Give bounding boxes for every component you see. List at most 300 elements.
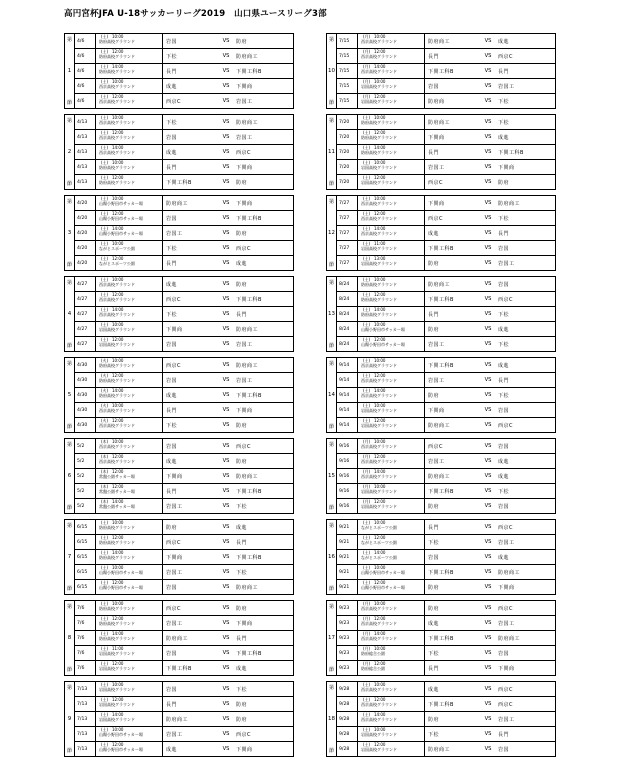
away-team: 岩国工 (236, 341, 253, 348)
match-info (96, 646, 163, 660)
vs-label: VS (222, 98, 230, 104)
vs-label: VS (222, 296, 230, 302)
home-team: 下関商 (166, 473, 183, 480)
match-venue: 防府高校グラウンド (99, 38, 135, 44)
match-time: 14:00 (373, 712, 386, 717)
home-team: 下関工科B (428, 569, 454, 576)
match-venue: 防府高校グラウンド (361, 296, 397, 302)
match-venue: 岩国高校グラウンド (361, 488, 397, 494)
away-team: 防府 (236, 230, 248, 237)
section-number: 10 (328, 68, 335, 74)
match-time: 10:00 (111, 565, 124, 570)
vs-label: VS (222, 458, 230, 464)
match-date: 9/21 (337, 520, 358, 534)
match-date: 4/13 (75, 115, 96, 129)
match-venue: 岩国高校グラウンド (99, 326, 135, 332)
match-time: 10:00 (373, 403, 386, 408)
match-info (96, 292, 163, 306)
match-date: 9/23 (337, 631, 358, 645)
match-day: (月) (363, 646, 371, 651)
away-team: 下関商 (236, 164, 253, 171)
match-info (96, 277, 163, 291)
match-venue: 岩国高校グラウンド (361, 260, 397, 266)
home-team: 防府 (428, 260, 440, 267)
match-time: 12:00 (111, 484, 124, 489)
match-venue: 西京高校グラウンド (99, 407, 135, 413)
match-row (75, 601, 293, 616)
match-day: (土) (101, 49, 109, 54)
match-row (75, 616, 293, 631)
match-info (96, 418, 163, 432)
away-team: 西京C (236, 731, 251, 738)
match-info (358, 727, 425, 741)
match-row (75, 697, 293, 712)
home-team: 防府 (428, 392, 440, 399)
away-team: 成進 (498, 554, 510, 561)
match-row (337, 535, 555, 550)
vs-label: VS (484, 281, 492, 287)
match-venue: 防府高校グラウンド (361, 119, 397, 125)
away-team: 長門 (236, 635, 248, 642)
vs-label: VS (484, 38, 492, 44)
match-row (75, 682, 293, 697)
match-date: 7/20 (337, 130, 358, 144)
match-row (75, 403, 293, 418)
match-row (75, 226, 293, 241)
section-block (326, 195, 556, 271)
section-number-cell (327, 277, 337, 351)
match-day: (土) (101, 520, 109, 525)
match-row (337, 616, 555, 631)
match-day: (土) (101, 226, 109, 231)
section-suffix: 節 (328, 586, 334, 592)
match-venue: 西京高校グラウンド (361, 716, 397, 722)
match-time: 12:00 (373, 418, 386, 423)
match-date: 9/14 (337, 358, 358, 372)
match-info (96, 499, 163, 513)
section-prefix: 第 (66, 361, 72, 367)
match-venue: 西京高校グラウンド (361, 443, 397, 449)
match-info (96, 226, 163, 240)
vs-label: VS (222, 245, 230, 251)
section-number: 17 (328, 635, 335, 641)
match-rows (337, 358, 555, 432)
match-venue: 山陽小野田市サッカー場 (361, 341, 405, 347)
match-time: 10:00 (111, 241, 124, 246)
home-team: 長門 (428, 524, 440, 531)
match-rows (337, 115, 555, 189)
match-row (337, 175, 555, 189)
match-info (96, 697, 163, 711)
match-day: (土) (363, 307, 371, 312)
match-day: (木) (101, 499, 109, 504)
section-number: 5 (67, 392, 72, 398)
match-date: 4/20 (75, 196, 96, 210)
match-date: 7/20 (337, 115, 358, 129)
away-team: 防府 (236, 701, 248, 708)
vs-label: VS (222, 686, 230, 692)
match-row (75, 469, 293, 484)
match-day: (土) (363, 196, 371, 201)
match-time: 12:00 (373, 454, 386, 459)
home-team: 防府商工 (428, 422, 451, 429)
match-day: (土) (101, 145, 109, 150)
match-day: (火) (101, 373, 109, 378)
away-team: 防府 (236, 605, 248, 612)
home-team: 成進 (428, 686, 440, 693)
section-block (64, 519, 294, 595)
away-team: 下関商 (498, 584, 515, 591)
match-venue: 西京高校グラウンド (361, 392, 397, 398)
vs-label: VS (484, 731, 492, 737)
match-day: (月) (363, 631, 371, 636)
section-number-cell (327, 34, 337, 108)
home-team: 下関工科B (166, 665, 192, 672)
match-date: 4/30 (75, 358, 96, 372)
match-venue: 山陽小野田市サッカー場 (99, 746, 143, 752)
home-team: 下関工科B (428, 635, 454, 642)
match-venue: ながとスポーツ公園 (99, 245, 135, 251)
match-day: (月) (363, 661, 371, 666)
away-team: 長門 (236, 311, 248, 318)
match-venue: 防府高校グラウンド (99, 392, 135, 398)
away-team: 岩国 (498, 650, 510, 657)
vs-label: VS (222, 635, 230, 641)
match-venue: 山陽小野田市サッカー場 (361, 584, 405, 590)
match-venue: 西京高校グラウンド (99, 134, 135, 140)
section-suffix: 節 (66, 667, 72, 673)
match-venue: 岩国高校グラウンド (361, 407, 397, 413)
match-info (358, 79, 425, 93)
match-venue: 防府総合公園 (361, 650, 385, 656)
vs-label: VS (484, 635, 492, 641)
match-info (358, 64, 425, 78)
vs-label: VS (484, 377, 492, 383)
home-team: 岩国工 (166, 731, 183, 738)
match-time: 10:00 (111, 358, 124, 363)
match-rows (337, 601, 555, 675)
match-day: (月) (363, 49, 371, 54)
match-day: (月) (363, 34, 371, 39)
match-time: 10:00 (373, 565, 386, 570)
home-team: 成進 (428, 620, 440, 627)
vs-label: VS (222, 362, 230, 368)
vs-label: VS (484, 524, 492, 530)
match-row (75, 535, 293, 550)
section-number: 14 (328, 392, 335, 398)
vs-label: VS (484, 311, 492, 317)
match-date: 4/27 (75, 277, 96, 291)
match-date: 7/20 (337, 175, 358, 189)
match-venue: 岩国高校グラウンド (99, 341, 135, 347)
vs-label: VS (222, 407, 230, 413)
match-venue: 岩国高校グラウンド (361, 164, 397, 170)
home-team: 防府商工 (428, 281, 451, 288)
match-day: (土) (363, 682, 371, 687)
match-day: (土) (363, 373, 371, 378)
match-venue: 岩国高校グラウンド (361, 503, 397, 509)
vs-label: VS (484, 503, 492, 509)
match-info (358, 499, 425, 513)
match-rows (75, 520, 293, 594)
away-team: 下関工科B (236, 488, 262, 495)
away-team: 防府 (236, 38, 248, 45)
away-team: 西京C (498, 422, 513, 429)
away-team: 成進 (236, 665, 248, 672)
vs-label: VS (222, 716, 230, 722)
match-info (358, 469, 425, 483)
match-info (96, 337, 163, 351)
section-block (64, 681, 294, 757)
home-team: 西京C (428, 443, 443, 450)
vs-label: VS (222, 650, 230, 656)
vs-label: VS (484, 296, 492, 302)
match-info (96, 175, 163, 189)
vs-label: VS (484, 686, 492, 692)
match-info (358, 115, 425, 129)
match-info (358, 742, 425, 756)
away-team: 岩国工 (236, 377, 253, 384)
away-team: 西京C (498, 605, 513, 612)
section-suffix: 節 (328, 505, 334, 511)
match-time: 12:00 (373, 292, 386, 297)
match-day: (月) (363, 94, 371, 99)
match-date: 9/28 (337, 712, 358, 726)
home-team: 岩国 (428, 554, 440, 561)
match-row (75, 373, 293, 388)
vs-label: VS (222, 341, 230, 347)
match-venue: ながとスポーツ公園 (361, 524, 397, 530)
home-team: 下関商 (428, 134, 445, 141)
match-venue: 防府総合公園 (361, 665, 385, 671)
match-day: (土) (101, 550, 109, 555)
section-number: 15 (328, 473, 335, 479)
match-venue: 西京高校グラウンド (99, 296, 135, 302)
match-time: 10:00 (111, 727, 124, 732)
match-time: 12:00 (111, 742, 124, 747)
section-block (326, 519, 556, 595)
home-team: 長門 (166, 701, 178, 708)
home-team: 下松 (166, 311, 178, 318)
section-suffix: 節 (328, 262, 334, 268)
match-row (337, 196, 555, 211)
vs-label: VS (484, 701, 492, 707)
match-time: 10:00 (373, 322, 386, 327)
match-time: 14:00 (373, 145, 386, 150)
match-venue: 山陽小野田市サッカー場 (99, 200, 143, 206)
match-info (358, 403, 425, 417)
match-info (358, 661, 425, 675)
away-team: 成進 (498, 458, 510, 465)
match-venue: 山陽小野田市サッカー場 (99, 230, 143, 236)
match-venue: 西京高校グラウンド (361, 473, 397, 479)
away-team: 成進 (498, 134, 510, 141)
away-team: 成進 (498, 362, 510, 369)
match-venue: 防府高校グラウンド (99, 179, 135, 185)
match-time: 10:00 (373, 646, 386, 651)
match-venue: 防府高校グラウンド (361, 134, 397, 140)
match-row (75, 580, 293, 594)
match-time: 12:00 (111, 418, 124, 423)
match-day: (土) (363, 580, 371, 585)
match-date: 9/21 (337, 580, 358, 594)
away-team: 防府商工 (498, 569, 521, 576)
match-row (337, 697, 555, 712)
match-time: 12:00 (373, 580, 386, 585)
match-date: 5/2 (75, 439, 96, 453)
match-day: (土) (363, 337, 371, 342)
match-row (337, 388, 555, 403)
match-rows (337, 682, 555, 756)
home-team: 岩国工 (428, 458, 445, 465)
vs-label: VS (484, 620, 492, 626)
match-info (358, 373, 425, 387)
match-day: (土) (363, 211, 371, 216)
vs-label: VS (222, 569, 230, 575)
match-row (337, 418, 555, 432)
match-row (337, 94, 555, 108)
away-team: 下関工科B (236, 215, 262, 222)
match-time: 10:00 (111, 403, 124, 408)
match-row (75, 94, 293, 108)
away-team: 西京C (498, 53, 513, 60)
match-rows (75, 439, 293, 513)
match-time: 12:00 (111, 535, 124, 540)
away-team: 下松 (236, 503, 248, 510)
match-day: (土) (363, 388, 371, 393)
vs-label: VS (222, 53, 230, 59)
match-venue: 西京高校グラウンド (99, 458, 135, 464)
vs-label: VS (222, 215, 230, 221)
home-team: 西京C (166, 362, 181, 369)
match-row (337, 682, 555, 697)
match-time: 14:00 (111, 388, 124, 393)
vs-label: VS (484, 650, 492, 656)
match-date: 9/23 (337, 601, 358, 615)
match-date: 6/15 (75, 520, 96, 534)
match-day: (月) (363, 616, 371, 621)
match-venue: 西京高校グラウンド (361, 53, 397, 59)
match-day: (土) (363, 520, 371, 525)
match-time: 14:00 (111, 145, 124, 150)
match-info (358, 535, 425, 549)
match-date: 7/13 (75, 682, 96, 696)
match-info (358, 211, 425, 225)
match-info (96, 79, 163, 93)
vs-label: VS (484, 215, 492, 221)
match-venue: 岩国高校グラウンド (361, 245, 397, 251)
vs-label: VS (222, 620, 230, 626)
match-time: 14:00 (373, 226, 386, 231)
match-date: 9/28 (337, 742, 358, 756)
match-date: 5/2 (75, 484, 96, 498)
match-date: 4/20 (75, 256, 96, 270)
section-prefix: 第 (328, 604, 334, 610)
away-team: 下松 (498, 119, 510, 126)
match-venue: 防府高校グラウンド (99, 605, 135, 611)
match-time: 14:00 (111, 712, 124, 717)
match-day: (土) (101, 130, 109, 135)
match-row (75, 520, 293, 535)
match-day: (土) (363, 535, 371, 540)
match-info (96, 682, 163, 696)
home-team: 岩国工 (166, 569, 183, 576)
away-team: 下関工科B (236, 554, 262, 561)
match-row (75, 322, 293, 337)
match-date: 4/13 (75, 175, 96, 189)
section-suffix: 節 (66, 181, 72, 187)
match-day: (土) (363, 358, 371, 363)
away-team: 防府商工 (236, 584, 259, 591)
vs-label: VS (484, 245, 492, 251)
match-row (337, 565, 555, 580)
match-row (75, 211, 293, 226)
home-team: 防府 (428, 605, 440, 612)
away-team: 西京C (498, 686, 513, 693)
match-info (358, 580, 425, 594)
match-venue: 岩国高校グラウンド (99, 716, 135, 722)
match-venue: 岩国高校グラウンド (361, 179, 397, 185)
match-row (75, 631, 293, 646)
home-team: 長門 (166, 164, 178, 171)
match-info (358, 130, 425, 144)
match-info (96, 601, 163, 615)
away-team: 防府 (236, 179, 248, 186)
home-team: 成進 (166, 83, 178, 90)
away-team: 西京C (498, 296, 513, 303)
match-rows (75, 115, 293, 189)
section-block (64, 33, 294, 109)
match-date: 7/27 (337, 196, 358, 210)
section-prefix: 第 (66, 685, 72, 691)
section-suffix: 節 (328, 667, 334, 673)
away-team: 下関商 (236, 746, 253, 753)
match-day: (月) (363, 439, 371, 444)
home-team: 防府商工 (428, 38, 451, 45)
match-day: (土) (363, 565, 371, 570)
away-team: 岩国 (498, 503, 510, 510)
schedule-column-right (326, 33, 556, 762)
vs-label: VS (222, 443, 230, 449)
match-row (75, 565, 293, 580)
match-row (337, 145, 555, 160)
match-info (358, 307, 425, 321)
match-row (337, 211, 555, 226)
match-time: 12:00 (111, 130, 124, 135)
home-team: 下関工科B (166, 179, 192, 186)
section-block (64, 600, 294, 676)
match-venue: 防府高校グラウンド (99, 377, 135, 383)
match-info (96, 94, 163, 108)
home-team: 長門 (166, 260, 178, 267)
match-time: 10:00 (373, 277, 386, 282)
away-team: 長門 (498, 731, 510, 738)
home-team: 西京C (166, 296, 181, 303)
home-team: 下松 (166, 119, 178, 126)
match-date: 4/30 (75, 418, 96, 432)
match-time: 12:00 (373, 697, 386, 702)
home-team: 成進 (166, 746, 178, 753)
match-day: (土) (101, 682, 109, 687)
match-day: (土) (363, 697, 371, 702)
match-day: (土) (101, 337, 109, 342)
away-team: 下松 (498, 98, 510, 105)
match-info (96, 631, 163, 645)
match-day: (土) (363, 130, 371, 135)
section-number-cell (65, 277, 75, 351)
match-info (96, 322, 163, 336)
section-number-cell (65, 34, 75, 108)
